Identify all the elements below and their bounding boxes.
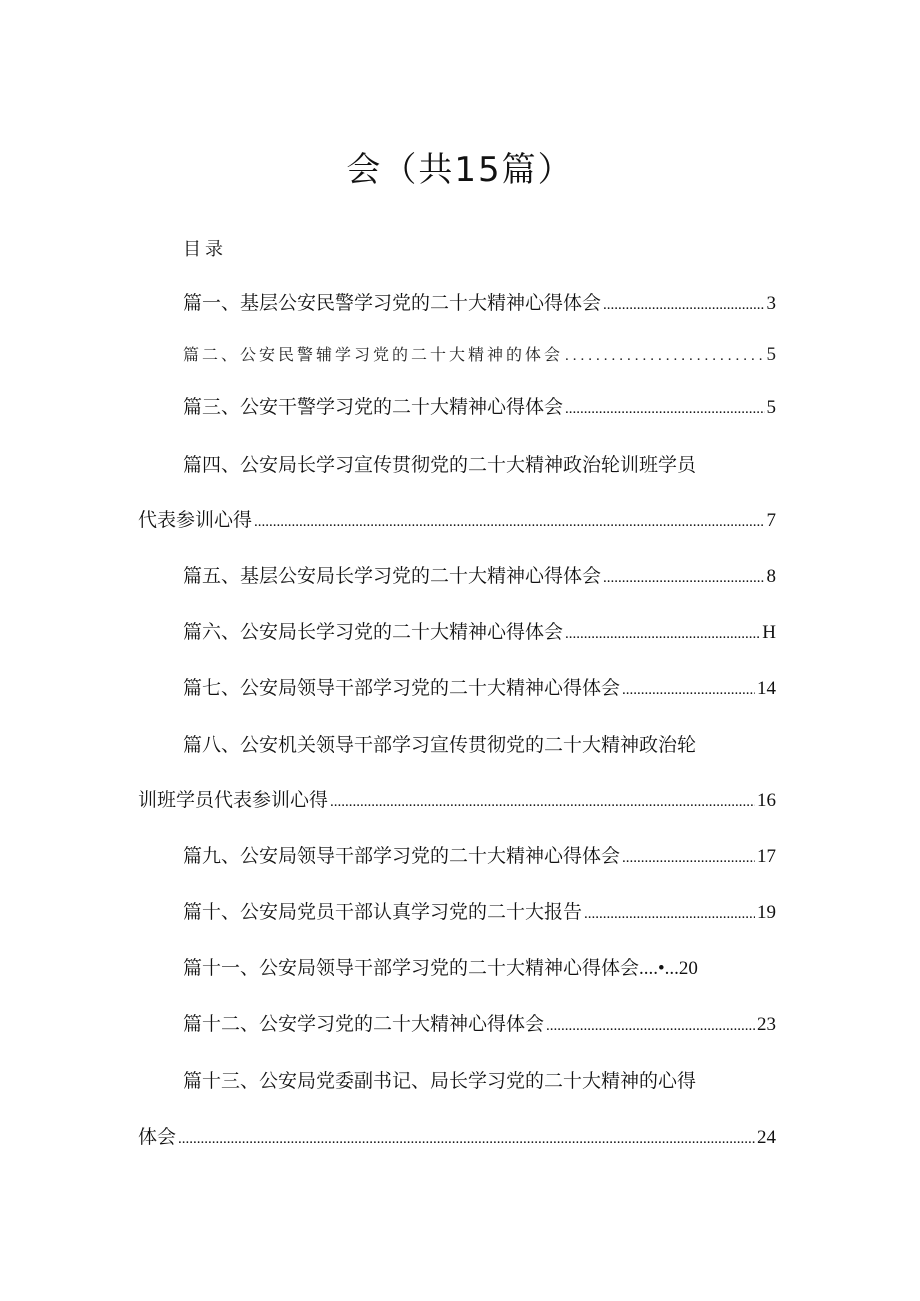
toc-entry-title: 篇三、公安干警学习党的二十大精神心得体会 <box>183 396 564 418</box>
toc-entry-title: 篇十、公安局党员干部认真学习党的二十大报告 <box>183 901 583 923</box>
toc-page-number: 8 <box>766 566 776 587</box>
toc-page-number: 19 <box>757 902 776 923</box>
toc-leader-dots <box>546 1011 755 1041</box>
toc-entry-title: 篇十一、公安局领导干部学习党的二十大精神心得体会 <box>183 957 640 979</box>
toc-leader-dots <box>330 787 755 817</box>
page-title: 会（共15篇） <box>346 150 574 190</box>
toc-entry[interactable] <box>183 953 776 983</box>
toc-leader-dots <box>622 675 755 705</box>
toc-leader-dots <box>565 394 764 424</box>
toc-entry[interactable] <box>183 897 776 927</box>
toc-entry-title-line2: 代表参训心得 <box>138 509 253 531</box>
toc-page-number: 5 <box>766 397 776 418</box>
toc-entry[interactable] <box>183 561 776 591</box>
toc-entry-title: 篇六、公安局长学习党的二十大精神心得体会 <box>183 621 564 643</box>
toc-page-number: 3 <box>766 293 776 314</box>
toc-entry[interactable] <box>183 841 776 871</box>
toc-leader-dots <box>254 507 764 537</box>
toc-entry[interactable] <box>138 505 776 535</box>
toc-leader-dots <box>603 290 764 320</box>
toc-leader-dots <box>622 843 755 873</box>
toc-entry-title: 篇十二、公安学习党的二十大精神心得体会 <box>183 1013 545 1035</box>
toc-entry[interactable] <box>183 392 776 422</box>
toc-entry-title: 篇一、基层公安民警学习党的二十大精神心得体会 <box>183 292 602 314</box>
toc-leader-dots <box>603 563 764 593</box>
toc-page-number: 24 <box>757 1127 776 1148</box>
toc-entry[interactable] <box>183 1009 776 1039</box>
toc-heading: 目录 <box>183 239 227 260</box>
toc-page-number: 16 <box>757 790 776 811</box>
toc-entry-title: 篇二、公安民警辅学习党的二十大精神的体会 <box>183 345 564 364</box>
toc-entry-title-line2: 训班学员代表参训心得 <box>138 789 329 811</box>
toc-entry-title: 篇九、公安局领导干部学习党的二十大精神心得体会 <box>183 845 621 867</box>
toc-entry[interactable] <box>183 340 776 370</box>
toc-page-number: 7 <box>766 510 776 531</box>
toc-entry-title-line1[interactable]: 篇八、公安机关领导干部学习宣传贯彻党的二十大精神政治轮 <box>183 734 697 756</box>
toc-leader-dots <box>565 341 764 371</box>
toc-page-number: 23 <box>757 1014 776 1035</box>
toc-entry-title: 篇五、基层公安局长学习党的二十大精神心得体会 <box>183 565 602 587</box>
toc-page-number: H <box>762 622 776 643</box>
toc-entry[interactable] <box>183 673 776 703</box>
toc-page-number: 17 <box>757 846 776 867</box>
toc-leader-dots <box>565 619 760 649</box>
toc-page-number: ....•...20 <box>639 958 698 979</box>
toc-entry-title: 篇七、公安局领导干部学习党的二十大精神心得体会 <box>183 677 621 699</box>
toc-entry[interactable] <box>138 1122 776 1152</box>
toc-leader-dots <box>584 899 755 929</box>
toc-entry[interactable] <box>183 617 776 647</box>
toc-entry[interactable] <box>183 288 776 318</box>
toc-entry[interactable] <box>138 785 776 815</box>
toc-entry-title-line1[interactable]: 篇四、公安局长学习宣传贯彻党的二十大精神政治轮训班学员 <box>183 454 697 476</box>
toc-entry-title-line1[interactable]: 篇十三、公安局党委副书记、局长学习党的二十大精神的心得 <box>183 1070 697 1092</box>
toc-leader-dots <box>178 1124 755 1154</box>
toc-entry-title-line2: 体会 <box>138 1126 177 1148</box>
toc-page-number: 14 <box>757 678 776 699</box>
toc-page-number: 5 <box>766 344 776 365</box>
